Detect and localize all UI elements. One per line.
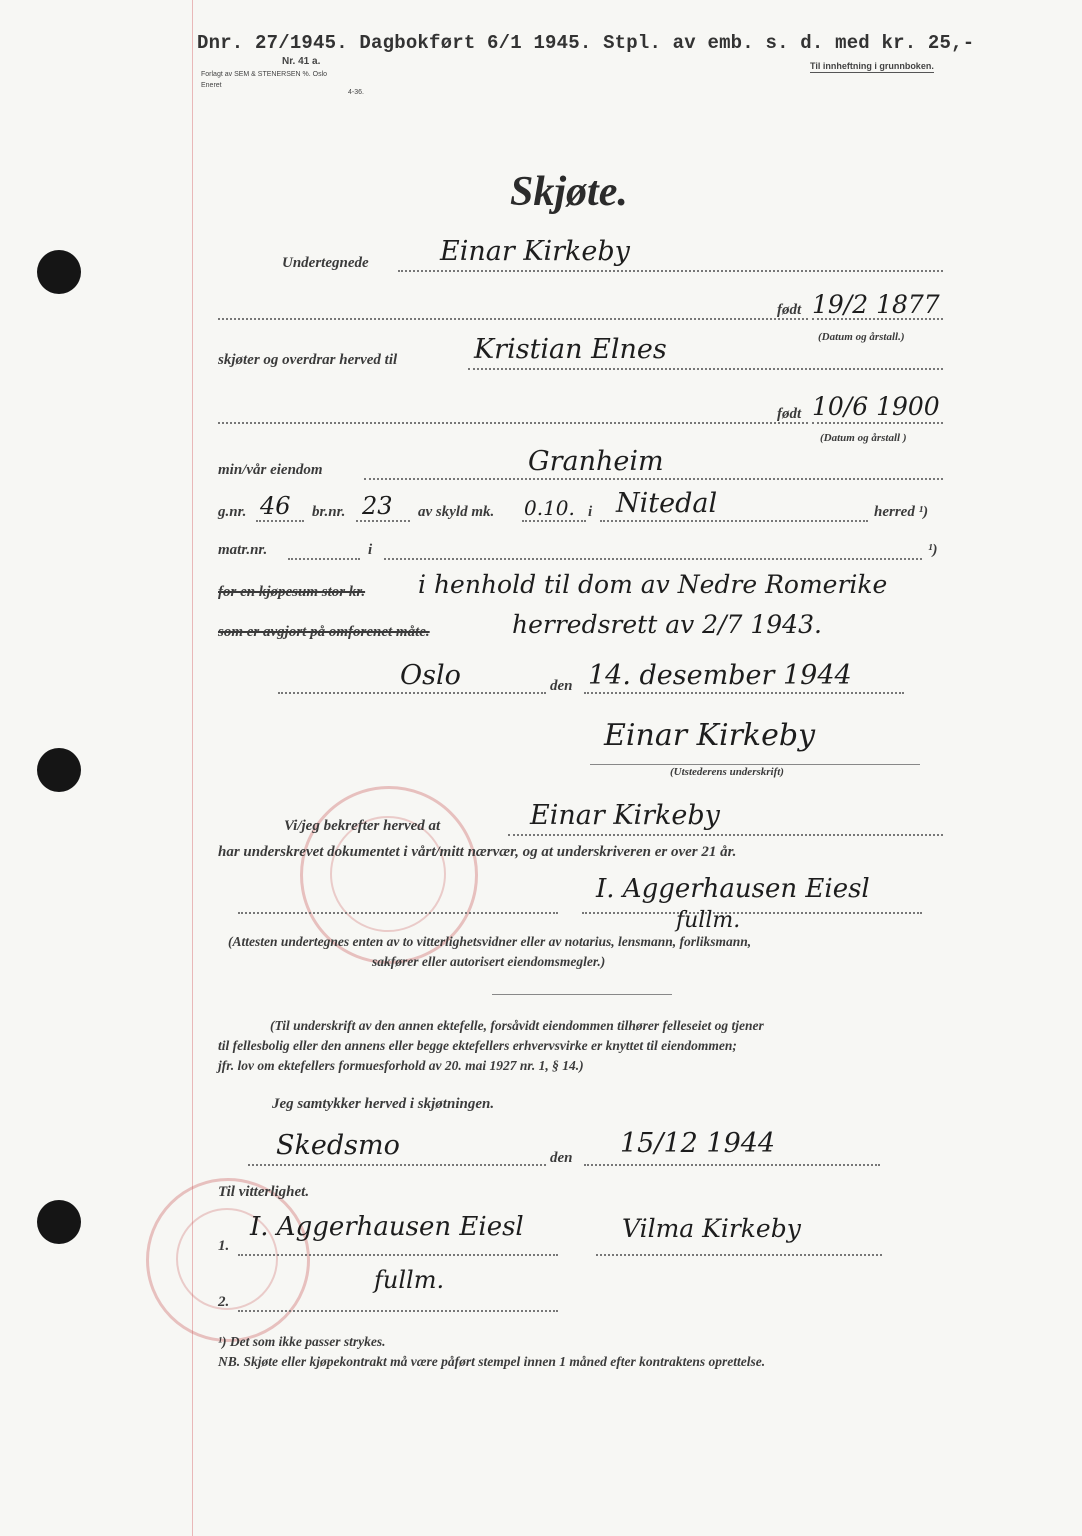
dotted-line bbox=[238, 912, 558, 914]
dotted-line bbox=[600, 520, 868, 522]
attest-prefix: Vi/jeg bekrefter herved at bbox=[284, 818, 441, 834]
fodt-label: født bbox=[777, 302, 802, 318]
bnr-value: 23 bbox=[362, 492, 393, 520]
dotted-line bbox=[288, 558, 360, 560]
signature-line bbox=[590, 764, 920, 765]
punch-hole bbox=[37, 748, 81, 792]
buyer-name: Kristian Elnes bbox=[474, 334, 667, 365]
skyld-label: av skyld mk. bbox=[418, 504, 495, 520]
price-handwritten: i henhold til dom av Nedre Romerike bbox=[418, 570, 888, 599]
dotted-line bbox=[584, 1164, 880, 1166]
consent-place: Skedsmo bbox=[276, 1130, 400, 1161]
issue-place: Oslo bbox=[400, 660, 461, 691]
gnr-value: 46 bbox=[260, 492, 291, 520]
dotted-line bbox=[468, 368, 943, 370]
witness1-signature: I. Aggerhausen Eiesl bbox=[250, 1212, 524, 1242]
matr-i-label: i bbox=[368, 542, 373, 558]
datum-hint: (Datum og årstall ) bbox=[820, 432, 907, 444]
spouse-note: jfr. lov om ektefellers formuesforhold av 20. mai 1927 nr. 1, § 14.) bbox=[218, 1058, 584, 1073]
separator-line bbox=[492, 994, 672, 995]
den-label: den bbox=[550, 1150, 573, 1166]
matr-label: matr.nr. bbox=[218, 542, 268, 558]
issuer-signature: Einar Kirkeby bbox=[604, 718, 816, 753]
agreed-struck: som er avgjort på omforenet måte. bbox=[218, 624, 430, 640]
registry-line: Dnr. 27/1945. Dagbokført 6/1 1945. Stpl. av emb. s. d. med kr. 25,- bbox=[197, 32, 975, 54]
dotted-line bbox=[238, 1310, 558, 1312]
property-label: min/vår eiendom bbox=[218, 462, 323, 478]
skyld-value: 0.10. bbox=[524, 496, 575, 520]
dotted-line bbox=[256, 520, 304, 522]
witness1-role: fullm. bbox=[374, 1266, 445, 1294]
dotted-line bbox=[582, 912, 922, 914]
form-number: Nr. 41 a. bbox=[282, 56, 321, 67]
dotted-line bbox=[812, 422, 943, 424]
attest-note: sakfører eller autorisert eiendomsmegler.) bbox=[372, 954, 606, 969]
dotted-line bbox=[364, 478, 943, 480]
undertegnede-label: Undertegnede bbox=[282, 255, 369, 271]
dotted-line bbox=[596, 1254, 882, 1256]
dotted-line bbox=[356, 520, 410, 522]
herred-label: herred ¹) bbox=[874, 504, 929, 520]
spouse-note: (Til underskrift av den annen ektefelle, forsåvidt eiendommen tilhører felleseiet og tjener bbox=[270, 1018, 764, 1033]
spouse-signature: Vilma Kirkeby bbox=[622, 1214, 801, 1243]
i-label: i bbox=[588, 504, 593, 520]
binding-note: Til innheftning i grunnboken. bbox=[810, 61, 934, 71]
nb-note: NB. Skjøte eller kjøpekontrakt må være påført stempel innen 1 måned efter kontraktens oprettelse. bbox=[218, 1354, 766, 1369]
spouse-note: til fellesbolig eller den annens eller begge ektefellers erhvervsvirke er knyttet til eiendommen; bbox=[218, 1038, 737, 1053]
dotted-line bbox=[238, 1254, 558, 1256]
bnr-label: br.nr. bbox=[312, 504, 346, 520]
dotted-line bbox=[278, 692, 546, 694]
consent-date: 15/12 1944 bbox=[620, 1128, 776, 1159]
fodt-label: født bbox=[777, 406, 802, 422]
attest-line: har underskrevet dokumentet i vårt/mitt nærvær, og at underskriveren er over 21 år. bbox=[218, 844, 737, 860]
dotted-line bbox=[522, 520, 586, 522]
seller-name: Einar Kirkeby bbox=[440, 236, 630, 267]
footnote: ¹) Det som ikke passer strykes. bbox=[218, 1334, 386, 1349]
dotted-line bbox=[218, 318, 808, 320]
dotted-line bbox=[218, 422, 808, 424]
witness-number: 1. bbox=[218, 1238, 230, 1254]
publisher-line: Forlagt av SEM & STENERSEN %. Oslo bbox=[201, 71, 328, 78]
publisher-line: Eneret bbox=[201, 82, 222, 89]
gnr-label: g.nr. bbox=[218, 504, 247, 520]
attest-note: (Attesten undertegnes enten av to vitterlighetsvidner eller av notarius, lensmann, forliksmann, bbox=[228, 934, 752, 949]
attest-name: Einar Kirkeby bbox=[530, 800, 720, 831]
punch-hole bbox=[37, 250, 81, 294]
publisher-date: 4-36. bbox=[348, 89, 364, 96]
vitterlighet-label: Til vitterlighet. bbox=[218, 1184, 310, 1200]
witness-number: 2. bbox=[218, 1294, 230, 1310]
agreed-handwritten: herredsrett av 2/7 1943. bbox=[512, 610, 822, 639]
dotted-line bbox=[508, 834, 943, 836]
footnote-mark: ¹) bbox=[928, 542, 938, 558]
datum-hint: (Datum og årstall.) bbox=[818, 331, 905, 343]
consent-text: Jeg samtykker herved i skjøtningen. bbox=[272, 1096, 495, 1112]
dotted-line bbox=[248, 1164, 546, 1166]
dotted-line bbox=[398, 270, 943, 272]
dotted-line bbox=[384, 558, 922, 560]
seller-birth-date: 19/2 1877 bbox=[812, 290, 940, 319]
transfer-label: skjøter og overdrar herved til bbox=[218, 352, 398, 368]
witness-role: fullm. bbox=[676, 908, 741, 933]
witness-signature: I. Aggerhausen Eiesl bbox=[596, 874, 870, 904]
municipality: Nitedal bbox=[616, 488, 718, 519]
den-label: den bbox=[550, 678, 573, 694]
issue-date: 14. desember 1944 bbox=[588, 660, 852, 691]
dotted-line bbox=[584, 692, 904, 694]
document-title: Skjøte. bbox=[510, 169, 628, 215]
price-struck: for en kjøpesum stor kr. bbox=[218, 584, 366, 600]
issuer-label: (Utstederens underskrift) bbox=[670, 766, 784, 778]
punch-hole bbox=[37, 1200, 81, 1244]
buyer-birth-date: 10/6 1900 bbox=[812, 392, 940, 421]
property-name: Granheim bbox=[528, 446, 664, 477]
